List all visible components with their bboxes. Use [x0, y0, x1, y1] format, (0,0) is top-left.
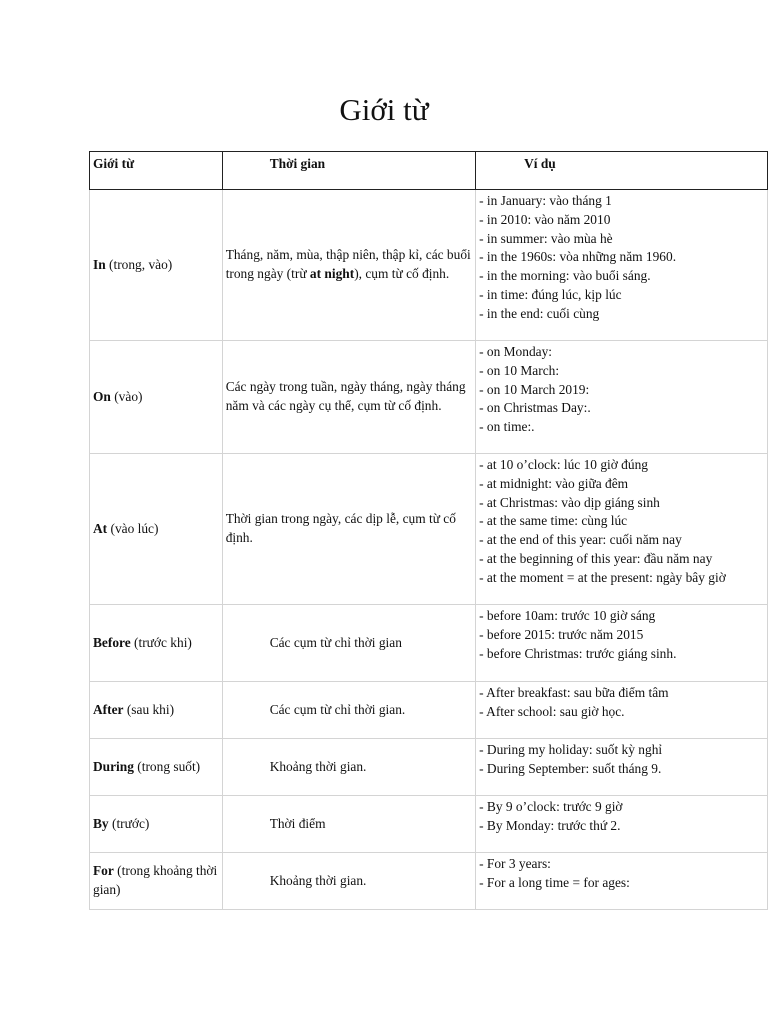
example-line: - at the same time: cùng lúc [479, 513, 628, 529]
table-row [90, 190, 768, 341]
table-row [90, 682, 768, 739]
time-cell [222, 190, 475, 341]
example-line: - at the moment = at the present: ngày bây giờ [479, 569, 726, 585]
example-line: - at midnight: vào giữa đêm [479, 475, 629, 491]
example-line: - in 2010: vào năm 2010 [479, 211, 611, 227]
example-line: - before 2015: trước năm 2015 [479, 626, 644, 642]
preposition: In [93, 256, 106, 272]
time-cell: Các cụm từ chỉ thời gian. [222, 682, 475, 739]
preposition: During [93, 758, 134, 774]
time-cell: Khoảng thời gian. [222, 853, 475, 910]
example-line: - at Christmas: vào dịp giáng sinh [479, 494, 660, 510]
example-line: - in summer: vào mùa hè [479, 230, 613, 246]
example-line: - on Christmas Day:. [479, 400, 591, 416]
example-line: - After school: sau giờ học. [479, 703, 625, 719]
example-line: - By Monday: trước thứ 2. [479, 817, 621, 833]
table-row [90, 853, 768, 910]
time-text-bold: at night [309, 266, 355, 281]
example-line: - on time:. [479, 419, 535, 435]
example-line: - During my holiday: suốt kỳ nghỉ [479, 742, 663, 757]
preposition: At [93, 520, 108, 536]
page-title: Giới từ [339, 92, 429, 127]
example-line: - in January: vào tháng 1 [479, 193, 612, 208]
header-time: Thời gian [222, 152, 475, 190]
preposition-cell [90, 341, 223, 454]
table-header-row [90, 152, 768, 190]
preposition-cell [90, 796, 223, 853]
table-row [90, 605, 768, 682]
table-row [90, 739, 768, 796]
example-line: - on Monday: [479, 344, 553, 359]
time-cell: Khoảng thời gian. [222, 739, 475, 796]
table-row [90, 341, 768, 454]
examples-cell [476, 605, 768, 682]
preposition-meaning: (vào lúc) [107, 520, 159, 536]
example-line: - By 9 o’clock: trước 9 giờ [479, 799, 623, 814]
example-line: - on 10 March: [479, 362, 560, 378]
time-cell: Các ngày trong tuần, ngày tháng, ngày tháng năm và các ngày cụ thể, cụm từ cố định. [222, 341, 475, 454]
time-text: Tháng, năm, mùa, thập niên, thập kỉ, các buổi trong ngày (trừ [225, 247, 471, 281]
example-line: - in time: đúng lúc, kịp lúc [479, 286, 622, 302]
preposition: After [93, 701, 124, 717]
time-text-end: ), cụm từ cố định. [354, 266, 450, 281]
example-line: - After breakfast: sau bữa điểm tâm [479, 685, 669, 700]
preposition-cell [90, 454, 223, 605]
table-row [90, 796, 768, 853]
example-line: - in the 1960s: vòa những năm 1960. [479, 249, 677, 265]
preposition-meaning: (trước) [108, 815, 150, 831]
examples-cell [476, 341, 768, 454]
preposition-meaning: (sau khi) [123, 701, 175, 717]
preposition-cell [90, 739, 223, 796]
example-line: - at the beginning of this year: đầu năm nay [479, 550, 713, 566]
examples-cell [476, 853, 768, 910]
example-line: - in the end: cuối cùng [479, 305, 600, 321]
examples-cell [476, 454, 768, 605]
preposition: For [93, 863, 114, 879]
time-cell: Thời điểm [222, 796, 475, 853]
table-row [90, 454, 768, 605]
preposition-meaning: (trong khoảng thời gian) [93, 863, 218, 897]
preposition-cell [90, 190, 223, 341]
example-line: - During September: suốt tháng 9. [479, 760, 662, 776]
preposition-meaning: (vào) [110, 388, 143, 404]
preposition-meaning: (trong suốt) [133, 758, 201, 774]
example-line: - at 10 o’clock: lúc 10 giờ đúng [479, 457, 648, 472]
example-line: - For 3 years: [479, 856, 551, 871]
header-examples: Ví dụ [476, 152, 768, 190]
example-line: - on 10 March 2019: [479, 381, 590, 397]
example-line: - in the morning: vào buổi sáng. [479, 268, 651, 284]
time-cell: Các cụm từ chỉ thời gian [222, 605, 475, 682]
preposition-meaning: (trong, vào) [105, 256, 173, 272]
example-line: - before Christmas: trước giáng sinh. [479, 645, 677, 661]
header-preposition: Giới từ [90, 152, 223, 190]
preposition-meaning: (trước khi) [130, 634, 192, 650]
prepositions-table [89, 151, 768, 910]
examples-cell [476, 682, 768, 739]
preposition: By [93, 815, 109, 831]
preposition-cell [90, 682, 223, 739]
time-cell: Thời gian trong ngày, các dịp lễ, cụm từ cố định. [222, 454, 475, 605]
examples-cell [476, 796, 768, 853]
example-line: - at the end of this year: cuối năm nay [479, 532, 682, 548]
example-line: - For a long time = for ages: [479, 874, 630, 890]
preposition: On [93, 388, 111, 404]
example-line: - before 10am: trước 10 giờ sáng [479, 608, 656, 623]
examples-cell [476, 190, 768, 341]
examples-cell [476, 739, 768, 796]
preposition-cell [90, 853, 223, 910]
preposition: Before [93, 634, 131, 650]
preposition-cell [90, 605, 223, 682]
